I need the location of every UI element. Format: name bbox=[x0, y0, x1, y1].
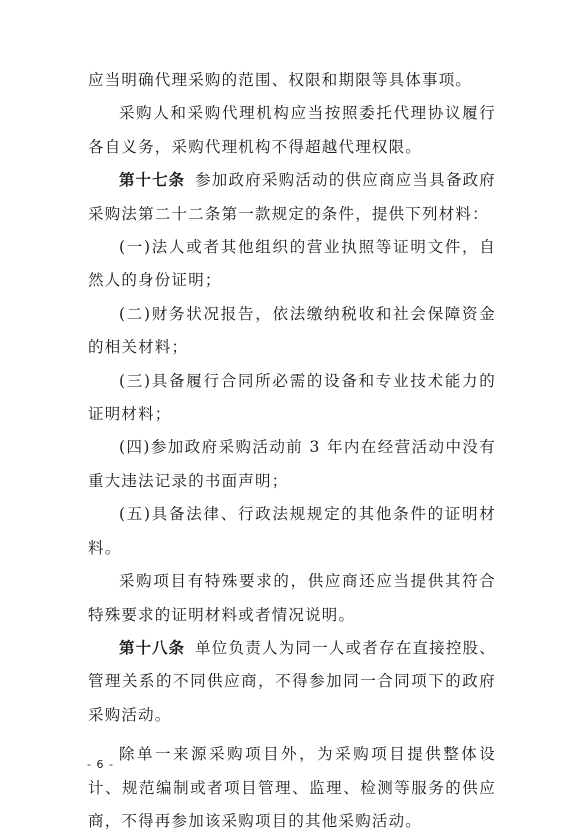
paragraph-continuation bbox=[88, 64, 496, 97]
list-item-1 bbox=[88, 231, 496, 298]
article-number: 第十七条 bbox=[119, 171, 186, 190]
paragraph-text: (四)参加政府采购活动前 3 年内在经营活动中没有重大违法记录的书面声明； bbox=[88, 438, 496, 490]
list-item-3 bbox=[88, 365, 496, 432]
paragraph-text: (二)财务状况报告，依法缴纳税收和社会保障资金的相关材料； bbox=[88, 304, 496, 357]
document-body bbox=[88, 64, 496, 838]
paragraph-agency-obligations bbox=[88, 97, 496, 164]
paragraph-special-requirements bbox=[88, 565, 496, 632]
paragraph-text: 除单一来源采购项目外，为采购项目提供整体设计、规范编制或者项目管理、监理、检测等服务的供应商，不得再参加该采购项目的其他采购活动。 bbox=[88, 745, 496, 830]
page-number: - 6 - bbox=[87, 758, 114, 771]
article-number: 第十八条 bbox=[119, 638, 186, 657]
paragraph-text: 采购项目有特殊要求的，供应商还应当提供其符合特殊要求的证明材料或者情况说明。 bbox=[88, 572, 496, 624]
paragraph-text: (三)具备履行合同所必需的设备和专业技术能力的证明材料； bbox=[88, 371, 496, 424]
paragraph-text: 单位负责人为同一人或者存在直接控股、管理关系的不同供应商，不得参加同一合同项下的政府采购活动。 bbox=[88, 638, 496, 724]
paragraph-single-source bbox=[88, 738, 496, 838]
paragraph-text: 采购人和采购代理机构应当按照委托代理协议履行各自义务，采购代理机构不得超越代理权限。 bbox=[88, 104, 496, 156]
list-item-2 bbox=[88, 298, 496, 365]
paragraph-text: (一)法人或者其他组织的营业执照等证明文件，自然人的身份证明； bbox=[88, 238, 496, 290]
article-17 bbox=[88, 164, 496, 231]
article-18 bbox=[88, 632, 496, 732]
list-item-5 bbox=[88, 498, 496, 565]
paragraph-text: 应当明确代理采购的范围、权限和期限等具体事项。 bbox=[88, 71, 473, 89]
paragraph-text: (五)具备法律、行政法规规定的其他条件的证明材料。 bbox=[88, 505, 496, 557]
paragraph-text: 参加政府采购活动的供应商应当具备政府采购法第二十二条第一款规定的条件，提供下列材料： bbox=[88, 171, 496, 223]
list-item-4 bbox=[88, 431, 496, 498]
